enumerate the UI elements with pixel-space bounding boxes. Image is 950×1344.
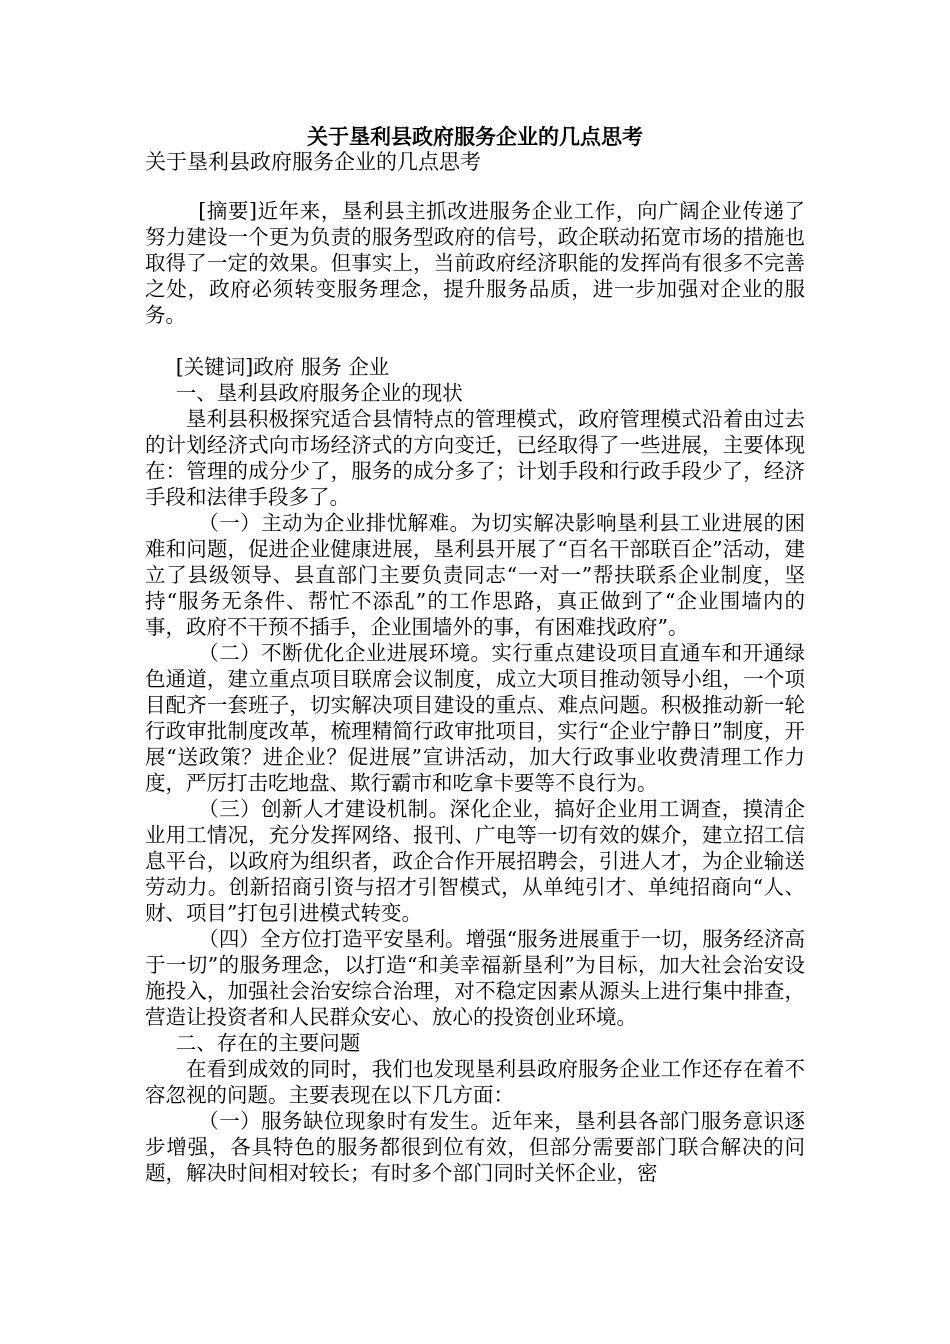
section1-item3-paragraph: （三）创新人才建设机制。深化企业，搞好企业用工调查，摸清企业用工情况，充分发挥网络、报刊、广电等一切有效的媒介，建立招工信息平台，以政府为组织者，政企合作开展招聘会，引进人才，为企业输送劳动力。创新招商引资与招才引智模式，从单纯引才、单纯招商向“人、财、项目”打包引进模式转变。 xyxy=(145,797,805,925)
section2-heading: 二、存在的主要问题 xyxy=(175,1031,361,1055)
document-title: 关于垦利县政府服务企业的几点思考 xyxy=(307,124,643,149)
section1-item2-paragraph: （二）不断优化企业进展环境。实行重点建设项目直通车和开通绿色通道，建立重点项目联席会议制度，成立大项目推动领导小组，一个项目配齐一套班子，切实解决项目建设的重点、难点问题。积极推动新一轮行政审批制度改革，梳理精简行政审批项目，实行“企业宁静日”制度，开展“送政策？进企业？促进展”宣讲活动，加大行政事业收费清理工作力度，严厉打击吃地盘、欺行霸市和吃拿卡要等不良行为。 xyxy=(145,641,805,795)
abstract-paragraph: [摘要]近年来，垦利县主抓改进服务企业工作，向广阔企业传递了努力建设一个更为负责的服务型政府的信号，政企联动拓宽市场的措施也取得了一定的效果。但事实上，当前政府经济职能的发挥尚有很多不完善之处，政府必须转变服务理念，提升服务品质，进一步加强对企业的服务。 xyxy=(145,199,805,327)
paragraph-gap xyxy=(145,328,805,354)
section2-intro-paragraph: 在看到成效的同时，我们也发现垦利县政府服务企业工作还存在着不容忽视的问题。主要表现在以下几方面： xyxy=(145,1057,805,1107)
document-subtitle: 关于垦利县政府服务企业的几点思考 xyxy=(145,150,481,174)
keywords-line: [关键词]政府 服务 企业 xyxy=(175,355,390,379)
section1-item4-paragraph: （四）全方位打造平安垦利。增强“服务进展重于一切，服务经济高于一切”的服务理念，以打造“和美幸福新垦利”为目标，加大社会治安设施投入，加强社会治安综合治理，对不稳定因素从源头上进行集中排查，营造让投资者和人民群众安心、放心的投资创业环境。 xyxy=(145,927,805,1029)
section1-intro-paragraph: 垦利县积极探究适合县情特点的管理模式，政府管理模式沿着由过去的计划经济式向市场经济式的方向变迁，已经取得了一些进展，主要体现在：管理的成分少了，服务的成分多了；计划手段和行政手段少了，经济手段和法律手段多了。 xyxy=(145,407,805,509)
document-body xyxy=(145,198,805,1186)
section1-item1-paragraph: （一）主动为企业排忧解难。为切实解决影响垦利县工业进展的困难和问题，促进企业健康进展，垦利县开展了“百名干部联百企”活动，建立了县级领导、县直部门主要负责同志“一对一”帮扶联系企业制度，坚持“服务无条件、帮忙不添乱”的工作思路，真正做到了“企业围墙内的事，政府不干预不插手，企业围墙外的事，有困难找政府”。 xyxy=(145,511,805,639)
section1-heading: 一、垦利县政府服务企业的现状 xyxy=(175,381,463,405)
section2-item1-paragraph: （一）服务缺位现象时有发生。近年来，垦利县各部门服务意识逐步增强，各具特色的服务都很到位有效，但部分需要部门联合解决的问题，解决时间相对较长；有时多个部门同时关怀企业，密 xyxy=(145,1109,805,1185)
